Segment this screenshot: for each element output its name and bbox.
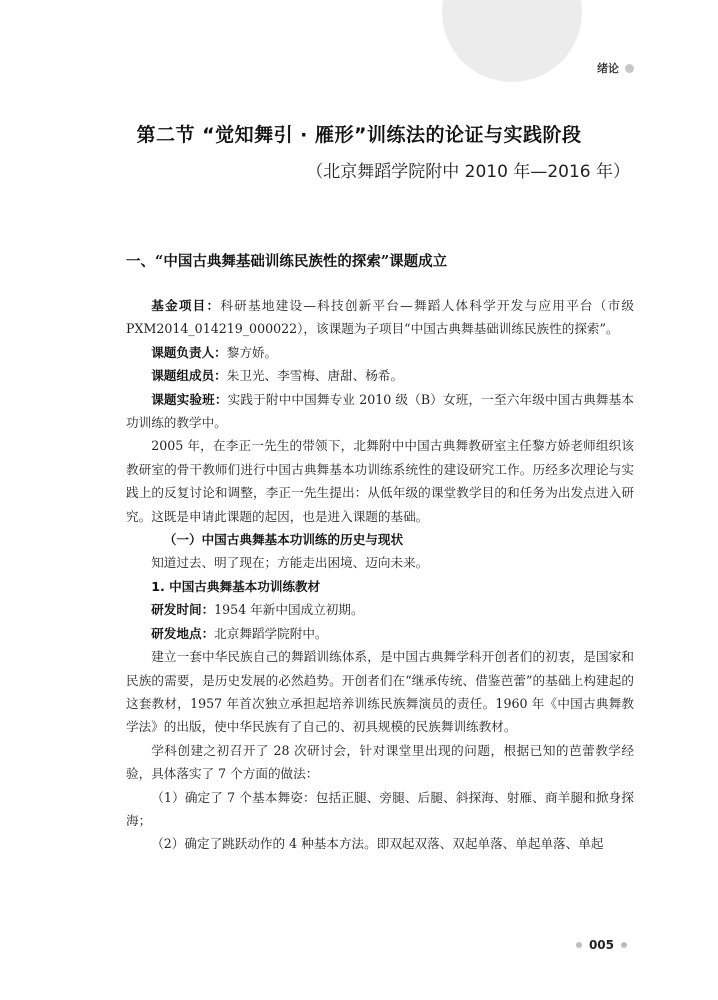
running-header-text: 绪论 (597, 62, 619, 75)
footer-dot-left-icon (576, 942, 582, 948)
body-text (126, 294, 634, 856)
header-dot-icon (625, 64, 634, 73)
list-point-1: （1）确定了 7 个基本舞姿：包括正腿、旁腿、后腿、斜探海、射雁、商羊腿和掀身探海； (126, 789, 634, 828)
time-label: 研发时间： (151, 602, 215, 618)
decorative-circle (442, 0, 582, 82)
class-value: 实践于附中中国舞专业 2010 级（B）女班，一至六年级中国古典舞基本功训练的教学中。 (126, 391, 635, 431)
class-paragraph (126, 388, 634, 435)
footer-dot-right-icon (621, 942, 627, 948)
place-label: 研发地点： (151, 625, 215, 641)
place-paragraph (126, 622, 634, 645)
section-heading: 一、“中国古典舞基础训练民族性的探索”课题成立 (126, 253, 448, 270)
time-paragraph (126, 598, 634, 621)
body-paragraph-1: 2005 年，在李正一先生的带领下，北舞附中中国古典舞教研室主任黎方娇老师组织该教研室的骨干教师们进行中国古典舞基本功训练系统性的建设研究工作。历经多次理论与实践上的反复讨论和调整，李正一先生提出：从低年级的课堂教学目的和任务为出发点进入研究。这既是申请此课题的起因，也是进入课题的基础。 (126, 438, 634, 524)
fund-paragraph (126, 294, 634, 341)
chapter-subtitle: （北京舞蹈学院附中 2010 年—2016 年） (306, 162, 630, 182)
fund-label: 基金项目： (151, 298, 221, 313)
class-label: 课题实验班： (151, 391, 228, 407)
item-heading: 1. 中国古典舞基本功训练教材 (151, 578, 321, 594)
leader-label: 课题负责人： (151, 344, 227, 360)
subsection-intro: 知道过去、明了现在；方能走出困境、迈向未来。 (151, 555, 429, 571)
list-point-2: （2）确定了跳跃动作的 4 种基本方法。即双起双落、双起单落、单起单落、单起 (151, 836, 604, 852)
body-paragraph-3: 学科创建之初召开了 28 次研讨会，针对课堂里出现的问题，根据已知的芭蕾教学经验，具体落实了 7 个方面的做法： (126, 742, 634, 782)
fund-value: 科研基地建设—科技创新平台—舞蹈人体科学开发与应用平台（市级 PXM2014_014219_000022），该课题为子项目“中国古典舞基础训练民族性的探索”。 (126, 298, 635, 337)
body-paragraph-2: 建立一套中华民族自己的舞蹈训练体系，是中国古典舞学科开创者们的初衷，是国家和民族的需要，是历史发展的必然趋势。开创者们在“继承传统、借鉴芭蕾”的基础上构建起的这套教材，1957 年首次独立承担起培养训练民族舞演员的责任。1960 年《中国古典舞教学法》的出版，使中华民族有了自己的、初具规模的民族舞训练教材。 (126, 649, 634, 735)
page-footer (569, 938, 634, 952)
members-value: 朱卫光、李雪梅、唐甜、杨希。 (226, 368, 404, 384)
time-value: 1954 年新中国成立初期。 (214, 602, 364, 618)
place-value: 北京舞蹈学院附中。 (214, 625, 328, 641)
leader-value: 黎方娇。 (226, 344, 278, 360)
page-number: 005 (588, 938, 614, 952)
running-header (597, 60, 634, 76)
members-paragraph (126, 364, 634, 387)
chapter-title: 第二节 “觉知舞引 · 雁形”训练法的论证与实践阶段 (136, 124, 582, 146)
subsection-heading: （一）中国古典舞基本功训练的历史与现状 (163, 532, 404, 548)
members-label: 课题组成员： (151, 368, 227, 384)
leader-paragraph (126, 341, 634, 364)
